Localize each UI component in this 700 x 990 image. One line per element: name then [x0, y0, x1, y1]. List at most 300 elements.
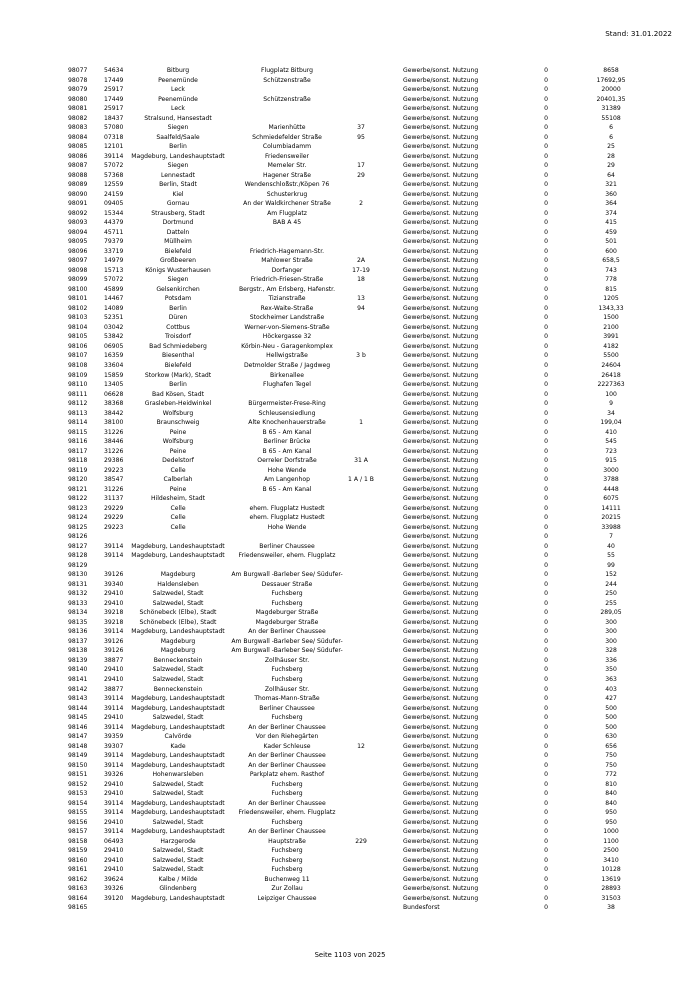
row-id-cell: 98127: [68, 542, 88, 550]
usage-type-cell: Gewerbe/sonst. Nutzung: [403, 580, 479, 588]
table-row: 98122 31137 Hildesheim, Stadt Gewerbe/sonst. Nutzung 0 6075: [68, 495, 619, 503]
row-id-cell: 98087: [68, 162, 88, 170]
table-row: 98101 14467 Potsdam Tizianstraße 13 Gewerbe/sonst. Nutzung 0 1205: [68, 295, 619, 303]
usage-type-cell: Gewerbe/sonst. Nutzung: [403, 666, 479, 674]
postal-code-cell: 29223: [104, 466, 124, 474]
postal-code-cell: 31137: [104, 495, 124, 503]
table-row: 98124 29229 Celle ehem. Flugplatz Hustedt Gewerbe/sonst. Nutzung 0 20215: [68, 514, 621, 522]
usage-type-cell: Gewerbe/sonst. Nutzung: [403, 676, 479, 683]
usage-type-cell: Gewerbe/sonst. Nutzung: [403, 181, 479, 189]
table-row: 98133 29410 Salzwedel, Stadt Fuchsberg Gewerbe/sonst. Nutzung 0 255: [68, 599, 617, 607]
table-row: 98159 29410 Salzwedel, Stadt Fuchsberg Gewerbe/sonst. Nutzung 0 2500: [68, 847, 619, 855]
table-row: 98123 29229 Celle ehem. Flugplatz Hustedt Gewerbe/sonst. Nutzung 0 14111: [68, 504, 621, 512]
row-id-cell: 98155: [68, 809, 88, 817]
table-row: 98114 38100 Braunschweig Alte Knochenhauerstraße 1 Gewerbe/sonst. Nutzung 0 199,04: [68, 419, 622, 427]
row-id-cell: 98159: [68, 847, 88, 855]
table-row: 98118 29386 Dedelstorf Oerreler Dorfstraße 31 A Gewerbe/sonst. Nutzung 0 915: [68, 457, 617, 465]
postal-code-cell: 06493: [104, 837, 124, 845]
postal-code-cell: 29386: [104, 457, 124, 465]
postal-code-cell: 39326: [104, 885, 124, 893]
usage-type-cell: Gewerbe/sonst. Nutzung: [403, 733, 479, 741]
usage-type-cell: Gewerbe/sonst. Nutzung: [403, 361, 479, 369]
usage-type-cell: Gewerbe/sonst. Nutzung: [403, 238, 479, 246]
postal-code-cell: 12559: [104, 181, 124, 189]
row-id-cell: 98109: [68, 371, 88, 379]
page-number: Seite 1103 von 2025: [314, 951, 386, 959]
row-id-cell: 98116: [68, 438, 88, 446]
postal-code-cell: 39114: [104, 152, 124, 160]
table-row: 98108 33604 Bielefeld Detmolder Straße / Jagdweg Gewerbe/sonst. Nutzung 0 24604: [68, 361, 621, 369]
table-row: 98154 39114 Magdeburg, Landeshauptstadt An der Berliner Chaussee Gewerbe/sonst. Nutzung 0 840: [68, 799, 617, 807]
row-id-cell: 98150: [68, 761, 88, 769]
usage-type-cell: Gewerbe/sonst. Nutzung: [403, 67, 479, 74]
row-id-cell: 98139: [68, 656, 88, 664]
usage-type-cell: Gewerbe/sonst. Nutzung: [403, 704, 479, 712]
usage-type-cell: Gewerbe/sonst. Nutzung: [403, 390, 479, 398]
row-id-cell: 98146: [68, 723, 88, 731]
row-id-cell: 98081: [68, 105, 88, 113]
row-id-cell: 98136: [68, 628, 88, 636]
stand-date: Stand: 31.01.2022: [605, 29, 672, 38]
usage-type-cell: Gewerbe/sonst. Nutzung: [403, 856, 479, 864]
row-id-cell: 98132: [68, 590, 88, 598]
postal-code-cell: 45899: [104, 285, 124, 293]
usage-type-cell: Gewerbe/sonst. Nutzung: [403, 228, 479, 236]
row-id-cell: 98119: [68, 466, 88, 474]
row-id-cell: 98156: [68, 818, 88, 826]
table-row: 98162 39624 Kalbe / Milde Buchenweg 11 Gewerbe/sonst. Nutzung 0 13619: [68, 875, 621, 883]
row-id-cell: 98101: [68, 295, 88, 303]
table-row: 98129 Gewerbe/sonst. Nutzung 0 99: [68, 561, 615, 569]
postal-code-cell: 39359: [104, 733, 124, 741]
usage-type-cell: Gewerbe/sonst. Nutzung: [403, 637, 479, 645]
row-id-cell: 98112: [68, 400, 88, 408]
row-id-cell: 98123: [68, 504, 88, 512]
table-row: 98132 29410 Salzwedel, Stadt Fuchsberg Gewerbe/sonst. Nutzung 0 250: [68, 590, 617, 598]
postal-code-cell: 39114: [104, 695, 124, 703]
usage-type-cell: Gewerbe/sonst. Nutzung: [403, 542, 479, 550]
usage-type-cell: Gewerbe/sonst. Nutzung: [403, 314, 479, 322]
postal-code-cell: 39340: [104, 580, 124, 588]
postal-code-cell: 39114: [104, 799, 124, 807]
table-row: 98077 54634 Bitburg Flugplatz Bitburg Gewerbe/sonst. Nutzung 0 8658: [68, 67, 619, 74]
row-id-cell: 98086: [68, 152, 88, 160]
row-id-cell: 98083: [68, 124, 88, 132]
row-id-cell: 98108: [68, 361, 88, 369]
postal-code-cell: 38877: [104, 656, 124, 664]
row-id-cell: 98093: [68, 219, 88, 227]
usage-type-cell: Gewerbe/sonst. Nutzung: [403, 143, 479, 151]
usage-type-cell: Gewerbe/sonst. Nutzung: [403, 533, 479, 541]
usage-type-cell: Gewerbe/sonst. Nutzung: [403, 504, 479, 512]
table-row: 98091 09405 Gornau An der Waldkirchener Straße 2 Gewerbe/sonst. Nutzung 0 364: [68, 200, 617, 208]
postal-code-cell: 29410: [104, 666, 124, 674]
postal-code-cell: 39120: [104, 894, 124, 902]
row-id-cell: 98084: [68, 133, 88, 141]
row-id-cell: 98106: [68, 342, 88, 350]
table-row: 98110 13405 Berlin Flughafen Tegel Gewerbe/sonst. Nutzung 0 2227363: [68, 381, 625, 389]
usage-type-cell: Gewerbe/sonst. Nutzung: [403, 818, 479, 826]
usage-type-cell: Gewerbe/sonst. Nutzung: [403, 457, 479, 465]
row-id-cell: 98148: [68, 742, 88, 750]
postal-code-cell: 33604: [104, 361, 124, 369]
postal-code-cell: 38368: [104, 400, 124, 408]
row-id-cell: 98145: [68, 714, 88, 722]
postal-code-cell: 31226: [104, 428, 124, 436]
table-row: 98078 17449 Peenemünde Schützenstraße Gewerbe/sonst. Nutzung 0 17692,95: [68, 76, 626, 84]
usage-type-cell: Gewerbe/sonst. Nutzung: [403, 875, 479, 883]
table-row: 98084 07318 Saalfeld/Saale Schmiedefelder Straße 95 Gewerbe/sonst. Nutzung 0 6: [68, 133, 613, 141]
table-row: 98088 57368 Lennestadt Hagener Straße 29 Gewerbe/sonst. Nutzung 0 64: [68, 171, 615, 179]
postal-code-cell: 17449: [104, 76, 124, 84]
row-id-cell: 98133: [68, 599, 88, 607]
row-id-cell: 98115: [68, 428, 88, 436]
row-id-cell: 98091: [68, 200, 88, 208]
table-row: 98093 44379 Dortmund BAB A 45 Gewerbe/sonst. Nutzung 0 415: [68, 219, 617, 227]
table-row: 98131 39340 Haldensleben Dessauer Straße Gewerbe/sonst. Nutzung 0 244: [68, 580, 617, 588]
row-id-cell: 98162: [68, 875, 88, 883]
table-row: 98121 31226 Peine B 65 - Am Kanal Gewerbe/sonst. Nutzung 0 4448: [68, 485, 619, 493]
table-row: 98087 57072 Siegen Memeler Str. 17 Gewerbe/sonst. Nutzung 0 29: [68, 162, 615, 170]
usage-type-cell: Gewerbe/sonst. Nutzung: [403, 133, 479, 141]
postal-code-cell: 29410: [104, 676, 124, 683]
postal-code-cell: 29229: [104, 514, 124, 522]
usage-type-cell: Gewerbe/sonst. Nutzung: [403, 247, 479, 255]
row-id-cell: 98144: [68, 704, 88, 712]
table-row: 98099 57072 Siegen Friedrich-Friesen-Straße 18 Gewerbe/sonst. Nutzung 0 778: [68, 276, 617, 284]
row-id-cell: 98165: [68, 904, 88, 912]
row-id-cell: 98151: [68, 771, 88, 779]
usage-type-cell: Gewerbe/sonst. Nutzung: [403, 105, 479, 113]
row-id-cell: 98124: [68, 514, 88, 522]
postal-code-cell: 16359: [104, 352, 124, 360]
usage-type-cell: Gewerbe/sonst. Nutzung: [403, 514, 479, 522]
row-id-cell: 98092: [68, 209, 88, 217]
table-row: 98097 14979 Großbeeren Mahlower Straße 2A Gewerbe/sonst. Nutzung 0 658,5: [68, 257, 620, 265]
row-id-cell: 98097: [68, 257, 88, 265]
usage-type-cell: Gewerbe/sonst. Nutzung: [403, 124, 479, 132]
usage-type-cell: Gewerbe/sonst. Nutzung: [403, 419, 479, 427]
table-row: 98104 03042 Cottbus Werner-von-Siemens-Straße Gewerbe/sonst. Nutzung 0 2100: [68, 323, 619, 331]
usage-type-cell: Gewerbe/sonst. Nutzung: [403, 438, 479, 446]
table-row: 98134 39218 Schönebeck (Elbe), Stadt Magdeburger Straße Gewerbe/sonst. Nutzung 0 289,05: [68, 609, 622, 617]
postal-code-cell: 29410: [104, 856, 124, 864]
usage-type-cell: Gewerbe/sonst. Nutzung: [403, 752, 479, 760]
table-row: 98130 39126 Magdeburg Am Burgwall -Barleber See/ Südufer- Gewerbe/sonst. Nutzung 0 152: [68, 571, 617, 579]
postal-code-cell: 53842: [104, 333, 124, 341]
table-row: 98158 06493 Harzgerode Hauptstraße 229 Gewerbe/sonst. Nutzung 0 1100: [68, 837, 619, 845]
row-id-cell: 98094: [68, 228, 88, 236]
postal-code-cell: 15859: [104, 371, 124, 379]
usage-type-cell: Gewerbe/sonst. Nutzung: [403, 837, 479, 845]
table-row: 98148 39307 Kade Kader Schleuse 12 Gewerbe/sonst. Nutzung 0 656: [68, 742, 617, 750]
row-id-cell: 98163: [68, 885, 88, 893]
postal-code-cell: 29410: [104, 714, 124, 722]
usage-type-cell: Gewerbe/sonst. Nutzung: [403, 171, 479, 179]
row-id-cell: 98089: [68, 181, 88, 189]
table-row: 98146 39114 Magdeburg, Landeshauptstadt An der Berliner Chaussee Gewerbe/sonst. Nutzung 0 500: [68, 723, 617, 731]
usage-type-cell: Gewerbe/sonst. Nutzung: [403, 200, 479, 208]
postal-code-cell: 18437: [104, 114, 124, 122]
usage-type-cell: Gewerbe/sonst. Nutzung: [403, 86, 479, 94]
table-row: 98117 31226 Peine B 65 - Am Kanal Gewerbe/sonst. Nutzung 0 723: [68, 447, 617, 455]
usage-type-cell: Gewerbe/sonst. Nutzung: [403, 771, 479, 779]
table-row: 98149 39114 Magdeburg, Landeshauptstadt An der Berliner Chaussee Gewerbe/sonst. Nutzung 0 750: [68, 752, 617, 760]
row-id-cell: 98143: [68, 695, 88, 703]
table-row: 98164 39120 Magdeburg, Landeshauptstadt Leipziger Chaussee Gewerbe/sonst. Nutzung 0 31503: [68, 894, 621, 902]
postal-code-cell: 39114: [104, 752, 124, 760]
row-id-cell: 98141: [68, 676, 88, 683]
postal-code-cell: 29410: [104, 866, 124, 874]
postal-code-cell: 13405: [104, 381, 124, 389]
postal-code-cell: 15713: [104, 266, 124, 274]
usage-type-cell: Gewerbe/sonst. Nutzung: [403, 695, 479, 703]
usage-type-cell: Gewerbe/sonst. Nutzung: [403, 114, 479, 122]
row-id-cell: 98149: [68, 752, 88, 760]
postal-code-cell: 38442: [104, 409, 124, 417]
usage-type-cell: Gewerbe/sonst. Nutzung: [403, 609, 479, 617]
table-row: 98090 24159 Kiel Schusterkrug Gewerbe/sonst. Nutzung 0 360: [68, 190, 617, 198]
row-id-cell: 98130: [68, 571, 88, 579]
row-id-cell: 98157: [68, 828, 88, 836]
usage-type-cell: Gewerbe/sonst. Nutzung: [403, 742, 479, 750]
usage-type-cell: Gewerbe/sonst. Nutzung: [403, 809, 479, 817]
postal-code-cell: 17449: [104, 95, 124, 103]
postal-code-cell: 79379: [104, 238, 124, 246]
table-row: 98120 38547 Calberlah Am Langenhop 1 A / 1 B Gewerbe/sonst. Nutzung 0 3788: [68, 476, 619, 484]
row-id-cell: 98100: [68, 285, 88, 293]
postal-code-cell: 54634: [104, 67, 124, 74]
usage-type-cell: Gewerbe/sonst. Nutzung: [403, 790, 479, 798]
postal-code-cell: 44379: [104, 219, 124, 227]
row-id-cell: 98135: [68, 618, 88, 626]
table-row: 98103 52351 Düren Stockheimer Landstraße Gewerbe/sonst. Nutzung 0 1500: [68, 314, 619, 322]
usage-type-cell: Gewerbe/sonst. Nutzung: [403, 894, 479, 902]
table-row: 98094 45711 Datteln Gewerbe/sonst. Nutzung 0 459: [68, 228, 617, 236]
postal-code-cell: 38446: [104, 438, 124, 446]
usage-type-cell: Gewerbe/sonst. Nutzung: [403, 190, 479, 198]
postal-code-cell: 39326: [104, 771, 124, 779]
usage-type-cell: Gewerbe/sonst. Nutzung: [403, 352, 479, 360]
row-id-cell: 98105: [68, 333, 88, 341]
postal-code-cell: 07318: [104, 133, 124, 141]
row-id-cell: 98080: [68, 95, 88, 103]
property-table: [0, 66, 700, 913]
table-row: 98085 12101 Berlin Columbiadamm Gewerbe/sonst. Nutzung 0 25: [68, 143, 615, 151]
usage-type-cell: Gewerbe/sonst. Nutzung: [403, 761, 479, 769]
usage-type-cell: Gewerbe/sonst. Nutzung: [403, 628, 479, 636]
postal-code-cell: 29229: [104, 504, 124, 512]
row-id-cell: 98121: [68, 485, 88, 493]
postal-code-cell: 29410: [104, 590, 124, 598]
postal-code-cell: 39114: [104, 628, 124, 636]
postal-code-cell: 29410: [104, 847, 124, 855]
row-id-cell: 98122: [68, 495, 88, 503]
postal-code-cell: 31226: [104, 447, 124, 455]
postal-code-cell: 06628: [104, 390, 124, 398]
table-row: 98155 39114 Magdeburg, Landeshauptstadt Friedensweiler, ehem. Flugplatz Gewerbe/sonst. Nutzung 0 950: [68, 809, 617, 817]
table-row: 98096 33719 Bielefeld Friedrich-Hagemann-Str. Gewerbe/sonst. Nutzung 0 600: [68, 247, 617, 255]
table-row: 98126 Gewerbe/sonst. Nutzung 0 7: [68, 533, 613, 541]
postal-code-cell: 39114: [104, 809, 124, 817]
usage-type-cell: Gewerbe/sonst. Nutzung: [403, 323, 479, 331]
postal-code-cell: 38877: [104, 685, 124, 693]
table-row: 98138 39126 Magdeburg Am Burgwall -Barleber See/ Südufer- Gewerbe/sonst. Nutzung 0 328: [68, 647, 617, 655]
usage-type-cell: Gewerbe/sonst. Nutzung: [403, 599, 479, 607]
usage-type-cell: Gewerbe/sonst. Nutzung: [403, 571, 479, 579]
table-row: 98147 39359 Calvörde Vor den Riehegärten Gewerbe/sonst. Nutzung 0 630: [68, 733, 617, 741]
postal-code-cell: 57072: [104, 276, 124, 284]
row-id-cell: 98164: [68, 894, 88, 902]
postal-code-cell: 15344: [104, 209, 124, 217]
table-row: 98150 39114 Magdeburg, Landeshauptstadt An der Berliner Chaussee Gewerbe/sonst. Nutzung 0 750: [68, 761, 617, 769]
row-id-cell: 98140: [68, 666, 88, 674]
row-id-cell: 98128: [68, 552, 88, 560]
usage-type-cell: Gewerbe/sonst. Nutzung: [403, 304, 479, 312]
table-row: 98089 12559 Berlin, Stadt Wendenschloßstr./Köpen 76 Gewerbe/sonst. Nutzung 0 321: [68, 181, 617, 189]
postal-code-cell: 14467: [104, 295, 124, 303]
usage-type-cell: Gewerbe/sonst. Nutzung: [403, 371, 479, 379]
row-id-cell: 98107: [68, 352, 88, 360]
usage-type-cell: Gewerbe/sonst. Nutzung: [403, 723, 479, 731]
table-row: 98143 39114 Magdeburg, Landeshauptstadt Thomas-Mann-Straße Gewerbe/sonst. Nutzung 0 427: [68, 695, 617, 703]
usage-type-cell: Gewerbe/sonst. Nutzung: [403, 647, 479, 655]
postal-code-cell: 06905: [104, 342, 124, 350]
row-id-cell: 98111: [68, 390, 88, 398]
postal-code-cell: 52351: [104, 314, 124, 322]
postal-code-cell: 25917: [104, 86, 124, 94]
postal-code-cell: 14089: [104, 304, 124, 312]
table-row: 98109 15859 Storkow (Mark), Stadt Birkenallee Gewerbe/sonst. Nutzung 0 26418: [68, 371, 621, 379]
table-row: 98083 57080 Siegen Marienhütte 37 Gewerbe/sonst. Nutzung 0 6: [68, 124, 613, 132]
usage-type-cell: Gewerbe/sonst. Nutzung: [403, 590, 479, 598]
table-row: 98119 29223 Celle Hohe Wende Gewerbe/sonst. Nutzung 0 3000: [68, 466, 619, 474]
row-id-cell: 98082: [68, 114, 88, 122]
table-row: 98092 15344 Strausberg, Stadt Am Flugplatz Gewerbe/sonst. Nutzung 0 374: [68, 209, 617, 217]
postal-code-cell: 38547: [104, 476, 124, 484]
postal-code-cell: 03042: [104, 323, 124, 331]
table-row: 98141 29410 Salzwedel, Stadt Fuchsberg Gewerbe/sonst. Nutzung 0 363: [68, 676, 617, 683]
table-row: 98135 39218 Schönebeck (Elbe), Stadt Magdeburger Straße Gewerbe/sonst. Nutzung 0 300: [68, 618, 617, 626]
row-id-cell: 98161: [68, 866, 88, 874]
usage-type-cell: Gewerbe/sonst. Nutzung: [403, 447, 479, 455]
usage-type-cell: Gewerbe/sonst. Nutzung: [403, 95, 479, 103]
usage-type-cell: Bundesforst: [403, 904, 440, 912]
table-row: 98156 29410 Salzwedel, Stadt Fuchsberg Gewerbe/sonst. Nutzung 0 950: [68, 818, 617, 826]
row-id-cell: 98113: [68, 409, 88, 417]
usage-type-cell: Gewerbe/sonst. Nutzung: [403, 333, 479, 341]
row-id-cell: 98160: [68, 856, 88, 864]
usage-type-cell: Gewerbe/sonst. Nutzung: [403, 342, 479, 350]
usage-type-cell: Gewerbe/sonst. Nutzung: [403, 552, 479, 560]
table-row: 98152 29410 Salzwedel, Stadt Fuchsberg Gewerbe/sonst. Nutzung 0 810: [68, 780, 617, 788]
row-id-cell: 98138: [68, 647, 88, 655]
postal-code-cell: 39114: [104, 552, 124, 560]
table-row: 98086 39114 Magdeburg, Landeshauptstadt Friedensweiler Gewerbe/sonst. Nutzung 0 28: [68, 152, 615, 160]
postal-code-cell: 39114: [104, 542, 124, 550]
row-id-cell: 98126: [68, 533, 88, 541]
table-row: 98161 29410 Salzwedel, Stadt Fuchsberg Gewerbe/sonst. Nutzung 0 10128: [68, 866, 621, 874]
postal-code-cell: 39126: [104, 571, 124, 579]
row-id-cell: 98125: [68, 523, 88, 531]
postal-code-cell: 39307: [104, 742, 124, 750]
row-id-cell: 98096: [68, 247, 88, 255]
usage-type-cell: Gewerbe/sonst. Nutzung: [403, 400, 479, 408]
postal-code-cell: 24159: [104, 190, 124, 198]
row-id-cell: 98104: [68, 323, 88, 331]
table-row: 98081 25917 Leck Gewerbe/sonst. Nutzung 0 31389: [68, 105, 621, 113]
postal-code-cell: 39114: [104, 761, 124, 769]
row-id-cell: 98154: [68, 799, 88, 807]
usage-type-cell: Gewerbe/sonst. Nutzung: [403, 618, 479, 626]
table-row: 98105 53842 Troisdorf Höckergasse 32 Gewerbe/sonst. Nutzung 0 3991: [68, 333, 619, 341]
usage-type-cell: Gewerbe/sonst. Nutzung: [403, 428, 479, 436]
table-row: 98136 39114 Magdeburg, Landeshauptstadt An der Berliner Chaussee Gewerbe/sonst. Nutzung 0 300: [68, 628, 617, 636]
usage-type-cell: Gewerbe/sonst. Nutzung: [403, 381, 479, 389]
postal-code-cell: 39126: [104, 637, 124, 645]
row-id-cell: 98114: [68, 419, 88, 427]
table-row: 98142 38877 Benneckenstein Zollhäuser Str. Gewerbe/sonst. Nutzung 0 403: [68, 685, 617, 693]
row-id-cell: 98090: [68, 190, 88, 198]
postal-code-cell: 39114: [104, 828, 124, 836]
table-row: 98160 29410 Salzwedel, Stadt Fuchsberg Gewerbe/sonst. Nutzung 0 3410: [68, 856, 619, 864]
usage-type-cell: Gewerbe/sonst. Nutzung: [403, 476, 479, 484]
row-id-cell: 98088: [68, 171, 88, 179]
table-row: 98151 39326 Hohenwarsleben Parkplatz ehem. Rasthof Gewerbe/sonst. Nutzung 0 772: [68, 771, 617, 779]
row-id-cell: 98153: [68, 790, 88, 798]
row-id-cell: 98147: [68, 733, 88, 741]
row-id-cell: 98085: [68, 143, 88, 151]
postal-code-cell: 25917: [104, 105, 124, 113]
usage-type-cell: Gewerbe/sonst. Nutzung: [403, 485, 479, 493]
postal-code-cell: 14979: [104, 257, 124, 265]
table-row: 98139 38877 Benneckenstein Zollhäuser Str. Gewerbe/sonst. Nutzung 0 336: [68, 656, 617, 664]
postal-code-cell: 29410: [104, 780, 124, 788]
usage-type-cell: Gewerbe/sonst. Nutzung: [403, 219, 479, 227]
row-id-cell: 98152: [68, 780, 88, 788]
usage-type-cell: Gewerbe/sonst. Nutzung: [403, 847, 479, 855]
row-id-cell: 98102: [68, 304, 88, 312]
usage-type-cell: Gewerbe/sonst. Nutzung: [403, 561, 479, 569]
usage-type-cell: Gewerbe/sonst. Nutzung: [403, 266, 479, 274]
table-row: 98157 39114 Magdeburg, Landeshauptstadt An der Berliner Chaussee Gewerbe/sonst. Nutzung 0 1000: [68, 828, 619, 836]
table-row: 98140 29410 Salzwedel, Stadt Fuchsberg Gewerbe/sonst. Nutzung 0 350: [68, 666, 617, 674]
postal-code-cell: 39114: [104, 704, 124, 712]
usage-type-cell: Gewerbe/sonst. Nutzung: [403, 409, 479, 417]
usage-type-cell: Gewerbe/sonst. Nutzung: [403, 276, 479, 284]
table-row: 98128 39114 Magdeburg, Landeshauptstadt Friedensweiler, ehem. Flugplatz Gewerbe/sonst. Nutzung 0 55: [68, 552, 615, 560]
table-row: 98137 39126 Magdeburg Am Burgwall -Barleber See/ Südufer- Gewerbe/sonst. Nutzung 0 300: [68, 637, 617, 645]
row-id-cell: 98099: [68, 276, 88, 284]
usage-type-cell: Gewerbe/sonst. Nutzung: [403, 799, 479, 807]
row-id-cell: 98077: [68, 67, 88, 74]
usage-type-cell: Gewerbe/sonst. Nutzung: [403, 285, 479, 293]
table-row: 98145 29410 Salzwedel, Stadt Fuchsberg Gewerbe/sonst. Nutzung 0 500: [68, 714, 617, 722]
table-row: 98098 15713 Königs Wusterhausen Dorfanger 17-19 Gewerbe/sonst. Nutzung 0 743: [68, 266, 617, 274]
table-row: 98111 06628 Bad Kösen, Stadt Gewerbe/sonst. Nutzung 0 100: [68, 390, 617, 398]
table-row: 98163 39326 Glindenberg Zur Zollau Gewerbe/sonst. Nutzung 0 28893: [68, 885, 621, 893]
usage-type-cell: Gewerbe/sonst. Nutzung: [403, 257, 479, 265]
row-id-cell: 98098: [68, 266, 88, 274]
table-row: 98082 18437 Stralsund, Hansestadt Gewerbe/sonst. Nutzung 0 55108: [68, 114, 621, 122]
postal-code-cell: 29223: [104, 523, 124, 531]
usage-type-cell: Gewerbe/sonst. Nutzung: [403, 495, 479, 503]
row-id-cell: 98095: [68, 238, 88, 246]
row-id-cell: 98129: [68, 561, 88, 569]
row-id-cell: 98103: [68, 314, 88, 322]
table-row: 98079 25917 Leck Gewerbe/sonst. Nutzung 0 20000: [68, 86, 621, 94]
postal-code-cell: 38100: [104, 419, 124, 427]
